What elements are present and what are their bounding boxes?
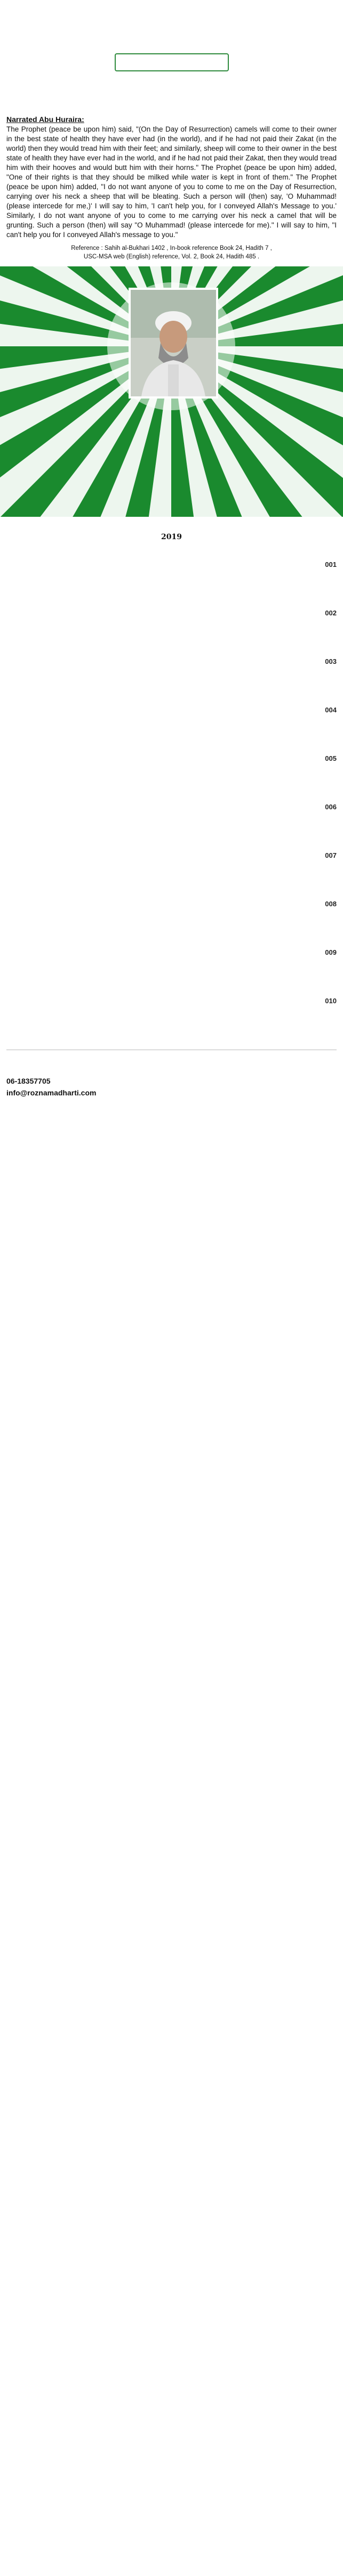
- qa-item: [0, 751, 343, 800]
- person-photo-icon: [131, 290, 216, 396]
- qa-text: [6, 569, 337, 604]
- qa-number: 001: [325, 560, 337, 568]
- sunburst-banner: [0, 266, 343, 517]
- qa-text: [6, 811, 337, 847]
- intro-paragraph: [0, 36, 343, 48]
- qa-number: 004: [325, 706, 337, 714]
- qa-item: [0, 994, 343, 1042]
- qa-item: [0, 557, 343, 606]
- qa-text: [6, 1005, 337, 1041]
- urdu-hadith-paragraph-1: [0, 76, 343, 87]
- qa-text: [6, 666, 337, 701]
- qa-number: 002: [325, 609, 337, 617]
- narrated-heading: Narrated Abu Huraira:: [6, 115, 84, 124]
- qa-item: [0, 897, 343, 945]
- qa-item: [0, 654, 343, 703]
- qa-number: 005: [325, 754, 337, 762]
- qa-number: 003: [325, 657, 337, 665]
- bismillah-heading: [0, 0, 343, 20]
- qa-number: 009: [325, 948, 337, 956]
- qa-item: [0, 945, 343, 994]
- salam-heading: [0, 20, 343, 36]
- qa-number: 007: [325, 851, 337, 859]
- date-line: 2019: [161, 533, 182, 541]
- qa-text: [6, 617, 337, 653]
- qa-text: [6, 957, 337, 992]
- qa-intro: [0, 546, 343, 557]
- qa-text: [6, 763, 337, 798]
- reference-line-1: Reference : Sahih al-Bukhari 1402 , In-book reference Book 24, Hadith 7 ,: [71, 245, 272, 251]
- hadith-title-box: [115, 53, 229, 71]
- qa-item: [0, 848, 343, 897]
- closing-line-2: [6, 1064, 337, 1075]
- qa-item: [0, 703, 343, 751]
- urdu-hadith-paragraph-3: [0, 99, 343, 111]
- footer: [6, 1050, 337, 1098]
- qa-text: [6, 714, 337, 750]
- qa-item: [0, 606, 343, 654]
- qa-list: [0, 557, 343, 1042]
- qa-number: 010: [325, 997, 337, 1005]
- qa-text: [6, 908, 337, 944]
- qa-number: 008: [325, 900, 337, 908]
- english-hadith-paragraph: The Prophet (peace be upon him) said, "(On the Day of Resurrection) camels will come to their owner in the best state of health they have ever had (in the world), and if he had not paid their Zakat (in the world) then they would tread him with their feet; and similarly, sheep will come to their owner in the best state of health they have ever had in the world, and if he had not paid their Zakat, then they would tread him with their hooves and would butt him with their horns." The Prophet (peace be upon him) added, "One of their rights is that they should be milked while water is kept in front of them." The Prophet (peace be upon him) added, "I do not want anyone of you to come to me on the Day of Resurrection, carrying over his neck a sheep that will be bleating. Such a person will (then) say, 'O Muhammad! (please intercede for me,)' I will say to him, 'I can't help you, for I conveyed Allah's Message to you.' Similarly, I do not want anyone of you to come to me carrying over his neck a camel that will be grunting. Such a person (then) will say "O Muhammad! (please intercede for me)." I will say to him, "I can't help you for I conveyed Allah's message to you.": [6, 125, 337, 239]
- reference-line-2: USC-MSA web (English) reference, Vol. 2, Book 24, Hadith 485 .: [83, 254, 260, 260]
- photo-caption: [0, 517, 343, 531]
- hadith-reference: [0, 240, 343, 266]
- bottom-note: [0, 1098, 343, 1117]
- urdu-hadith-paragraph-2: [0, 87, 343, 99]
- qa-number: 006: [325, 803, 337, 811]
- email-address: info@roznamadharti.com: [6, 1088, 97, 1097]
- closing-line-1: [6, 1053, 337, 1064]
- qa-item: [0, 800, 343, 848]
- portrait-photo: [129, 288, 218, 399]
- phone-number: 06-18357705: [6, 1077, 51, 1085]
- qa-text: [6, 860, 337, 895]
